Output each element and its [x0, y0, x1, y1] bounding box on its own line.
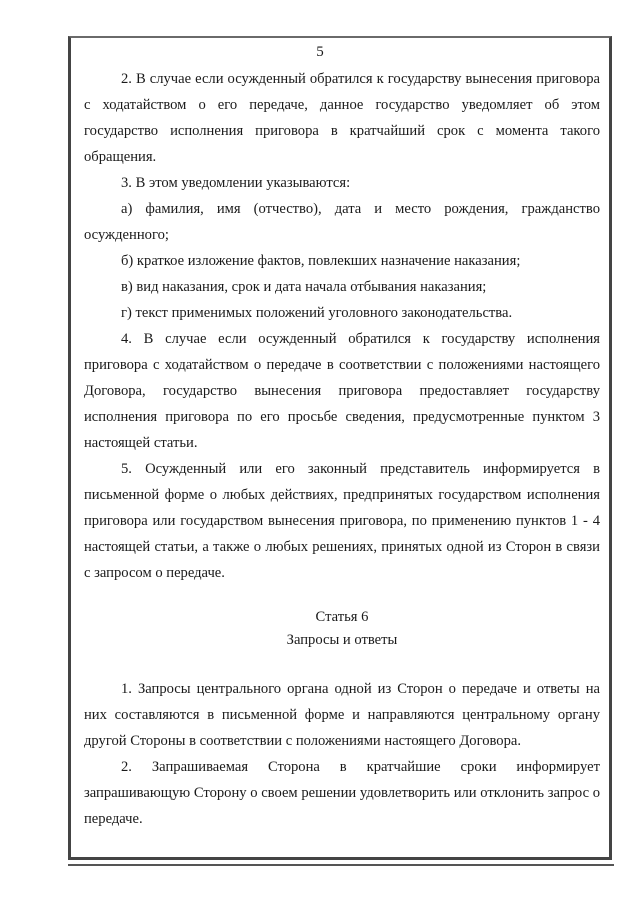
list-item-a: а) фамилия, имя (отчество), дата и место рождения, гражданство осужденного;: [84, 201, 600, 243]
article-6-paragraph-1: 1. Запросы центрального органа одной из Сторон о передаче и ответы на них составляются в письменной форме и направляются центральному органу другой Стороны в соответствии с положениями настоящего Договора.: [84, 681, 600, 749]
paragraph-2: 2. В случае если осужденный обратился к государству вынесения приговора с ходатайством о его передаче, данное государство уведомляет об этом государство исполнения приговора в кратчайший срок с момента такого обращения.: [84, 71, 600, 165]
article-number: Статья 6: [315, 609, 369, 625]
list-item-b: б) краткое изложение фактов, повлекших назначение наказания;: [121, 253, 521, 269]
list-item-v: в) вид наказания, срок и дата начала отбывания наказания;: [121, 279, 487, 295]
document-body: [84, 66, 600, 832]
article-title: Запросы и ответы: [286, 632, 398, 648]
paragraph-5: 5. Осужденный или его законный представитель информируется в письменной форме о любых действиях, предпринятых государством исполнения приговора или государством вынесения приговора, по применению пунктов 1 - 4 настоящей статьи, а также о любых решениях, принятых одной из Сторон в связи с запросом о передаче.: [84, 461, 600, 581]
article-6-paragraph-2: 2. Запрашиваемая Сторона в кратчайшие сроки информирует запрашивающую Сторону о своем решении удовлетворить или отклонить запрос о передаче.: [84, 759, 600, 827]
paragraph-4: 4. В случае если осужденный обратился к государству исполнения приговора с ходатайством о передаче в соответствии с положениями настоящего Договора, государство вынесения приговора предоставляет государству исполнения приговора по его просьбе сведения, предусмотренные пунктом 3 настоящей статьи.: [84, 331, 600, 451]
page-number: 5: [316, 44, 324, 60]
list-item-g: г) текст применимых положений уголовного законодательства.: [121, 305, 513, 321]
article-heading: [84, 606, 600, 652]
page-bottom-rule: [68, 864, 614, 866]
paragraph-3: 3. В этом уведомлении указываются:: [121, 175, 351, 191]
